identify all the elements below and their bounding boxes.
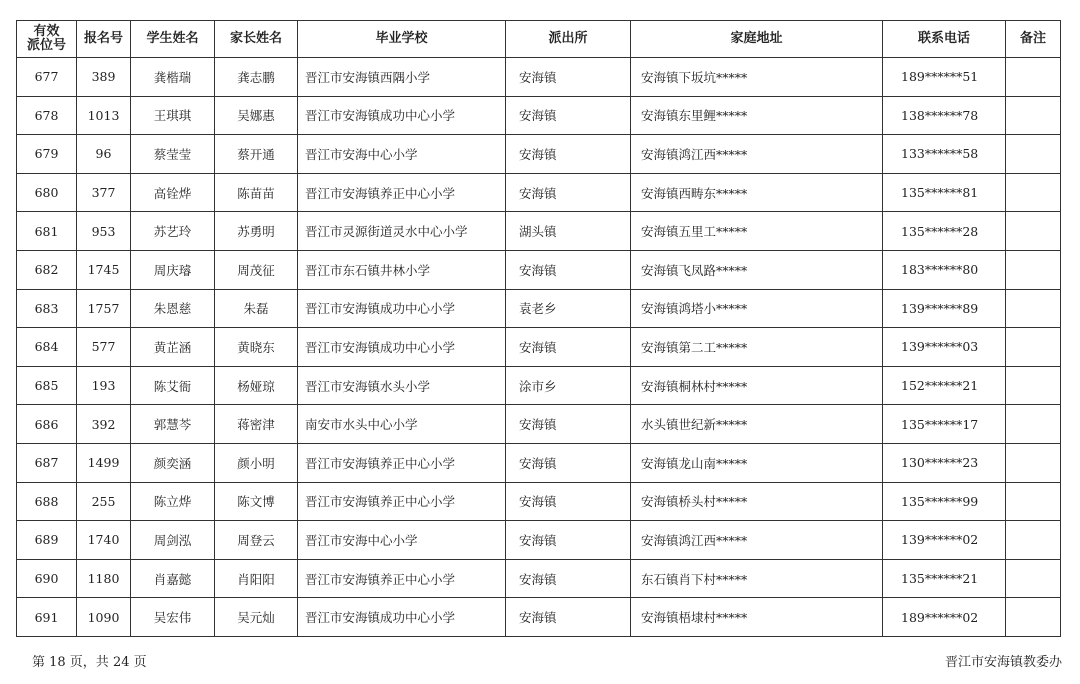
cell-registration-no: 1180: [77, 559, 131, 598]
cell-registration-no: 255: [77, 482, 131, 521]
cell-address: 东石镇肖下村*****: [631, 559, 883, 598]
header-note: 备注: [1006, 21, 1061, 58]
table-row: [17, 250, 1061, 289]
header-parent-name: 家长姓名: [215, 21, 298, 58]
table-row: [17, 559, 1061, 598]
cell-student-name: 黄芷涵: [131, 328, 215, 367]
cell-address: 安海镇鸿江西*****: [631, 521, 883, 560]
cell-address: 安海镇梧埭村*****: [631, 598, 883, 637]
cell-address: 安海镇鸿塔小*****: [631, 289, 883, 328]
cell-school: 晋江市安海中心小学: [298, 135, 506, 174]
cell-phone: 139******03: [883, 328, 1006, 367]
cell-note: [1006, 250, 1061, 289]
cell-school: 晋江市安海镇成功中心小学: [298, 328, 506, 367]
cell-note: [1006, 328, 1061, 367]
cell-registration-no: 377: [77, 173, 131, 212]
page-number-footer: 第 18 页，共 24 页: [32, 655, 147, 670]
cell-address: 安海镇龙山南*****: [631, 443, 883, 482]
cell-student-name: 郭慧芩: [131, 405, 215, 444]
cell-seat-no: 689: [17, 521, 77, 560]
cell-phone: 189******51: [883, 58, 1006, 97]
table-row: [17, 443, 1061, 482]
cell-parent-name: 黄晓东: [215, 328, 298, 367]
cell-seat-no: 691: [17, 598, 77, 637]
cell-address: 安海镇下坂坑*****: [631, 58, 883, 97]
cell-address: 安海镇东里鲤*****: [631, 96, 883, 135]
cell-address: 安海镇桥头村*****: [631, 482, 883, 521]
table-row: [17, 96, 1061, 135]
table-row: [17, 212, 1061, 251]
table-row: [17, 366, 1061, 405]
cell-parent-name: 苏勇明: [215, 212, 298, 251]
cell-address: 安海镇桐林村*****: [631, 366, 883, 405]
cell-police-station: 安海镇: [506, 443, 631, 482]
cell-school: 晋江市安海镇水头小学: [298, 366, 506, 405]
cell-note: [1006, 366, 1061, 405]
cell-school: 晋江市安海中心小学: [298, 521, 506, 560]
issuer-footer: 晋江市安海镇教委办: [944, 655, 1062, 670]
cell-parent-name: 吴元灿: [215, 598, 298, 637]
cell-police-station: 安海镇: [506, 96, 631, 135]
cell-seat-no: 679: [17, 135, 77, 174]
cell-parent-name: 吴娜惠: [215, 96, 298, 135]
cell-police-station: 安海镇: [506, 328, 631, 367]
cell-phone: 183******80: [883, 250, 1006, 289]
cell-seat-no: 690: [17, 559, 77, 598]
cell-note: [1006, 482, 1061, 521]
cell-registration-no: 953: [77, 212, 131, 251]
allocation-table: [16, 20, 1061, 637]
cell-phone: 135******81: [883, 173, 1006, 212]
cell-seat-no: 682: [17, 250, 77, 289]
cell-parent-name: 蒋密津: [215, 405, 298, 444]
cell-police-station: 袁老乡: [506, 289, 631, 328]
cell-seat-no: 683: [17, 289, 77, 328]
cell-registration-no: 392: [77, 405, 131, 444]
header-registration-no: 报名号: [77, 21, 131, 58]
cell-school: 南安市水头中心小学: [298, 405, 506, 444]
cell-note: [1006, 598, 1061, 637]
cell-police-station: 安海镇: [506, 58, 631, 97]
cell-student-name: 苏艺玲: [131, 212, 215, 251]
cell-seat-no: 688: [17, 482, 77, 521]
cell-police-station: 涂市乡: [506, 366, 631, 405]
cell-phone: 152******21: [883, 366, 1006, 405]
table-row: [17, 328, 1061, 367]
cell-student-name: 肖嘉懿: [131, 559, 215, 598]
cell-phone: 135******28: [883, 212, 1006, 251]
cell-police-station: 安海镇: [506, 173, 631, 212]
cell-registration-no: 1499: [77, 443, 131, 482]
cell-student-name: 高铨烨: [131, 173, 215, 212]
cell-school: 晋江市安海镇西隅小学: [298, 58, 506, 97]
cell-note: [1006, 443, 1061, 482]
cell-police-station: 湖头镇: [506, 212, 631, 251]
cell-phone: 139******89: [883, 289, 1006, 328]
cell-student-name: 朱恩慈: [131, 289, 215, 328]
cell-police-station: 安海镇: [506, 598, 631, 637]
cell-student-name: 王琪琪: [131, 96, 215, 135]
cell-phone: 130******23: [883, 443, 1006, 482]
cell-registration-no: 1757: [77, 289, 131, 328]
cell-police-station: 安海镇: [506, 521, 631, 560]
cell-police-station: 安海镇: [506, 135, 631, 174]
table-row: [17, 135, 1061, 174]
cell-seat-no: 681: [17, 212, 77, 251]
cell-student-name: 周庆璿: [131, 250, 215, 289]
cell-student-name: 蔡莹莹: [131, 135, 215, 174]
cell-parent-name: 肖阳阳: [215, 559, 298, 598]
cell-school: 晋江市东石镇井林小学: [298, 250, 506, 289]
cell-seat-no: 677: [17, 58, 77, 97]
cell-school: 晋江市安海镇养正中心小学: [298, 173, 506, 212]
cell-registration-no: 1740: [77, 521, 131, 560]
allocation-table-container: [16, 20, 1060, 637]
table-row: [17, 405, 1061, 444]
header-police-station: 派出所: [506, 21, 631, 58]
header-student-name: 学生姓名: [131, 21, 215, 58]
header-phone: 联系电话: [883, 21, 1006, 58]
cell-address: 水头镇世纪新*****: [631, 405, 883, 444]
cell-seat-no: 687: [17, 443, 77, 482]
cell-police-station: 安海镇: [506, 405, 631, 444]
cell-police-station: 安海镇: [506, 482, 631, 521]
cell-address: 安海镇第二工*****: [631, 328, 883, 367]
cell-parent-name: 周登云: [215, 521, 298, 560]
table-row: [17, 598, 1061, 637]
cell-phone: 135******17: [883, 405, 1006, 444]
cell-note: [1006, 289, 1061, 328]
cell-phone: 189******02: [883, 598, 1006, 637]
cell-police-station: 安海镇: [506, 250, 631, 289]
table-row: [17, 58, 1061, 97]
cell-phone: 135******21: [883, 559, 1006, 598]
cell-seat-no: 678: [17, 96, 77, 135]
table-header-row: [17, 21, 1061, 58]
cell-note: [1006, 135, 1061, 174]
cell-registration-no: 96: [77, 135, 131, 174]
cell-registration-no: 577: [77, 328, 131, 367]
cell-student-name: 吴宏伟: [131, 598, 215, 637]
cell-note: [1006, 96, 1061, 135]
cell-school: 晋江市安海镇成功中心小学: [298, 598, 506, 637]
cell-school: 晋江市安海镇成功中心小学: [298, 289, 506, 328]
cell-seat-no: 684: [17, 328, 77, 367]
cell-parent-name: 蔡开通: [215, 135, 298, 174]
cell-note: [1006, 212, 1061, 251]
cell-registration-no: 389: [77, 58, 131, 97]
cell-address: 安海镇西畴东*****: [631, 173, 883, 212]
cell-parent-name: 杨娅琼: [215, 366, 298, 405]
cell-seat-no: 680: [17, 173, 77, 212]
cell-registration-no: 1013: [77, 96, 131, 135]
cell-note: [1006, 521, 1061, 560]
cell-seat-no: 686: [17, 405, 77, 444]
cell-student-name: 龚楷瑞: [131, 58, 215, 97]
cell-school: 晋江市安海镇养正中心小学: [298, 443, 506, 482]
cell-registration-no: 1745: [77, 250, 131, 289]
cell-school: 晋江市灵源街道灵水中心小学: [298, 212, 506, 251]
table-row: [17, 482, 1061, 521]
table-row: [17, 521, 1061, 560]
cell-parent-name: 陈苗苗: [215, 173, 298, 212]
table-row: [17, 173, 1061, 212]
table-row: [17, 289, 1061, 328]
cell-address: 安海镇鸿江西*****: [631, 135, 883, 174]
cell-phone: 139******02: [883, 521, 1006, 560]
cell-address: 安海镇飞凤路*****: [631, 250, 883, 289]
cell-registration-no: 193: [77, 366, 131, 405]
cell-parent-name: 陈文博: [215, 482, 298, 521]
cell-student-name: 陈立烨: [131, 482, 215, 521]
cell-note: [1006, 405, 1061, 444]
cell-school: 晋江市安海镇养正中心小学: [298, 482, 506, 521]
cell-parent-name: 周茂征: [215, 250, 298, 289]
cell-school: 晋江市安海镇养正中心小学: [298, 559, 506, 598]
cell-school: 晋江市安海镇成功中心小学: [298, 96, 506, 135]
cell-address: 安海镇五里工*****: [631, 212, 883, 251]
cell-parent-name: 龚志鹏: [215, 58, 298, 97]
header-graduation-school: 毕业学校: [298, 21, 506, 58]
header-home-address: 家庭地址: [631, 21, 883, 58]
cell-note: [1006, 58, 1061, 97]
cell-police-station: 安海镇: [506, 559, 631, 598]
cell-note: [1006, 559, 1061, 598]
cell-student-name: 颜奕涵: [131, 443, 215, 482]
cell-phone: 138******78: [883, 96, 1006, 135]
cell-parent-name: 颜小明: [215, 443, 298, 482]
cell-note: [1006, 173, 1061, 212]
cell-seat-no: 685: [17, 366, 77, 405]
header-valid-seat-no: 有效 派位号: [17, 21, 77, 58]
cell-registration-no: 1090: [77, 598, 131, 637]
cell-parent-name: 朱磊: [215, 289, 298, 328]
cell-phone: 135******99: [883, 482, 1006, 521]
cell-student-name: 周剑泓: [131, 521, 215, 560]
cell-student-name: 陈艾衙: [131, 366, 215, 405]
cell-phone: 133******58: [883, 135, 1006, 174]
